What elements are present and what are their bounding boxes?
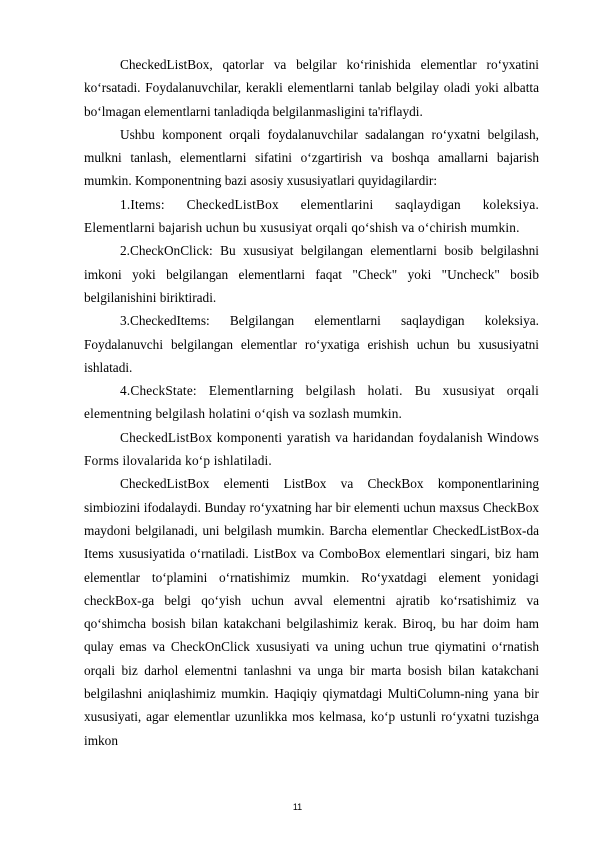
paragraph-description: CheckedListBox elementi ListBox va CheckBox komponentlarining simbiozini ifodalaydi. Bunday ro‘yxatning har bir elementi uchun maxsus CheckBox maydoni belgilanadi, uni belgilash mumkin. Barcha elementlar CheckedListBox-da Items xususiyatida o‘rnatiladi. ListBox va ComboBox elementlari singari, biz ham elementlar to‘plamini o‘rnatishimiz mumkin. Ro‘yxatdagi element yonidagi checkBox-ga belgi qo‘yish uchun avval elementni ajratib ko‘rsatishimiz va qo‘shimcha bosish bilan katakchani belgilashimiz kerak. Biroq, bu har doim ham qulay emas va CheckOnClick xususiyati va uning uchun true qiymatini o‘rnatish orqali biz darhol elementni tanlashni va unga bir marta bosish bilan katakchani belgilashni aniqlashimiz mumkin. Haqiqiy qiymatdagi MultiColumn-ning yana bir xususiyati, agar elementlar uzunlikka mos kelmasa, ko‘p ustunli ro‘yxatni tuzishga imkon xyxy=(84,476,539,748)
paragraph-items: 1.Items: CheckedListBox elementlarini saqlaydigan koleksiya. Elementlarni bajarish uchun bu xususiyat orqali qo‘shish va o‘chirish mumkin. xyxy=(84,196,539,236)
paragraph-checkstate: 4.CheckState: Elementlarning belgilash holati. Bu xususiyat orqali elementning belgilash holatini o‘qish va sozlash mumkin. xyxy=(84,383,539,422)
document-body xyxy=(84,53,539,752)
page-number: 11 xyxy=(292,802,303,812)
paragraph-usage: Ushbu komponent orqali foydalanuvchilar sadalangan ro‘yxatni belgilash, mulkni tanlash, elementlarni sifatini o‘zgartirish va boshqa amallarni bajarish mumkin. Komponentning bazi asosiy xususiyatlari quyidagilardir: xyxy=(84,126,539,189)
paragraph-intro: CheckedListBox, qatorlar va belgilar ko‘rinishida elementlar ro‘yxatini ko‘rsatadi. Foydalanuvchilar, kerakli elementlarni tanlab belgilay oladi yoki albatta bo‘lmagan elementlarni tanladiqda belgilanmasligini ta'riflaydi. xyxy=(84,57,539,119)
paragraph-checkeditems: 3.CheckedItems: Belgilangan elementlarni saqlaydigan koleksiya. Foydalanuvchi belgilangan elementlar ro‘yxatiga erishish uchun bu xususiyatni ishlatadi. xyxy=(84,313,539,375)
paragraph-checkonclick: 2.CheckOnClick: Bu xususiyat belgilangan elementlarni bosib belgilashni imkoni yoki belgilangan elementlarni faqat "Check" yoki "Uncheck" bosib belgilanishini biriktiradi. xyxy=(84,243,539,305)
paragraph-windows-forms: CheckedListBox komponenti yaratish va haridandan foydalanish Windows Forms ilovalarida ko‘p ishlatiladi. xyxy=(84,429,539,469)
